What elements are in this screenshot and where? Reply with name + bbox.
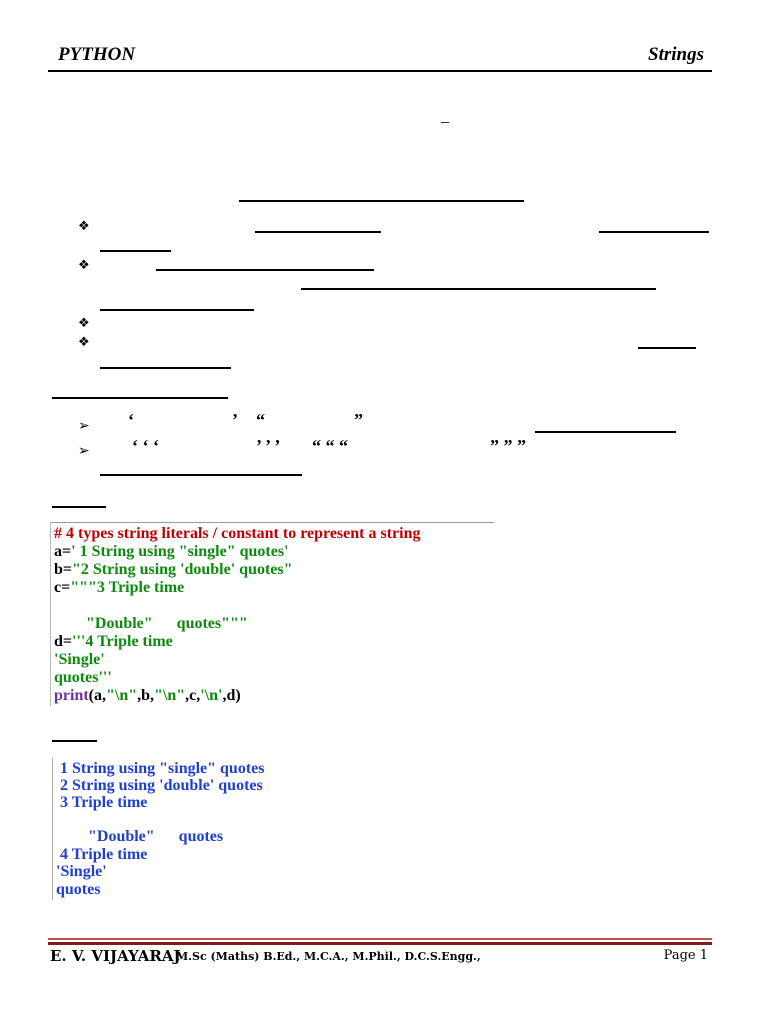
double-quote-close: ” [354,410,363,430]
underline-program-label [52,506,106,508]
output-line: 1 String using "single" quotes [56,760,265,777]
code-var: c= [54,579,71,596]
output-line: quotes [56,881,101,898]
underline [100,367,231,369]
code-line-d [54,633,173,651]
footer-author: E. V. VIJAYARAJ [50,947,181,965]
diamond-bullet-icon: ❖ [78,316,90,331]
code-punct: ,b, [137,687,155,704]
triple-double-open: “ “ “ [312,436,348,456]
underline-subheading [52,397,228,399]
code-var: a= [54,543,72,560]
code-line-d2: 'Single' [54,651,105,668]
arrow-bullet-icon: ➢ [78,418,90,434]
code-box-top [50,522,494,523]
triple-single-close: ’ ’ ’ [256,436,281,456]
code-string: "\n" [106,687,138,704]
arrow-bullet-icon: ➢ [78,443,90,459]
output-line: 4 Triple time [56,846,148,863]
footer-rule-top [48,938,712,940]
underline [100,309,254,311]
output-line: 2 String using 'double' quotes [56,777,263,794]
code-string: '\n' [200,687,223,704]
header-title-left: PYTHON [58,44,136,65]
code-line-b [54,561,293,579]
code-string: ' 1 String using "single" quotes' [71,543,289,560]
triple-single-open: ‘ ‘ ‘ [132,436,159,456]
diamond-bullet-icon: ❖ [78,219,90,234]
code-box-left [50,522,51,706]
single-quote-close: ’ [232,410,238,430]
header-rule [48,70,712,72]
output-line: 3 Triple time [56,794,148,811]
code-punct: (a, [88,687,106,704]
underline-heading [239,200,524,202]
code-string: "\n" [154,687,186,704]
code-punct: ,c, [185,687,201,704]
code-keyword: print [54,687,89,704]
code-comment: # 4 types string literals / constant to represent a string [54,525,421,542]
stray-mark: _ [441,108,449,125]
underline [301,288,656,290]
footer-page-number: Page 1 [663,948,708,963]
header-title-right: Strings [648,44,704,65]
diamond-bullet-icon: ❖ [78,258,90,273]
code-var: d= [54,633,73,650]
output-line: 'Single' [56,863,107,880]
diamond-bullet-icon: ❖ [78,335,90,350]
code-line-c2: "Double" quotes""" [54,615,248,632]
code-line-a [54,543,289,561]
code-string: '''4 Triple time [72,633,173,650]
triple-double-close: ” ” ” [490,436,526,456]
code-line-c [54,579,184,597]
underline [535,431,676,433]
underline [100,474,302,476]
underline [255,231,381,233]
output-box-left [52,758,53,900]
double-quote-open: “ [256,410,265,430]
footer-qualifications: M.Sc (Maths) B.Ed., M.C.A., M.Phil., D.C.S.Engg., [176,950,481,963]
code-print-line [54,687,241,705]
single-quote-open: ‘ [128,410,134,430]
code-string: "2 String using 'double' quotes" [72,561,293,578]
code-punct: ,d) [222,687,241,704]
underline [599,231,709,233]
underline [638,347,696,349]
underline [100,250,171,252]
underline [156,269,374,271]
code-var: b= [54,561,73,578]
code-string: """3 Triple time [70,579,185,596]
code-line-d3: quotes''' [54,669,112,686]
footer-rule-bottom [48,942,712,945]
output-line: "Double" quotes [56,828,224,845]
underline-output-label [52,740,97,742]
